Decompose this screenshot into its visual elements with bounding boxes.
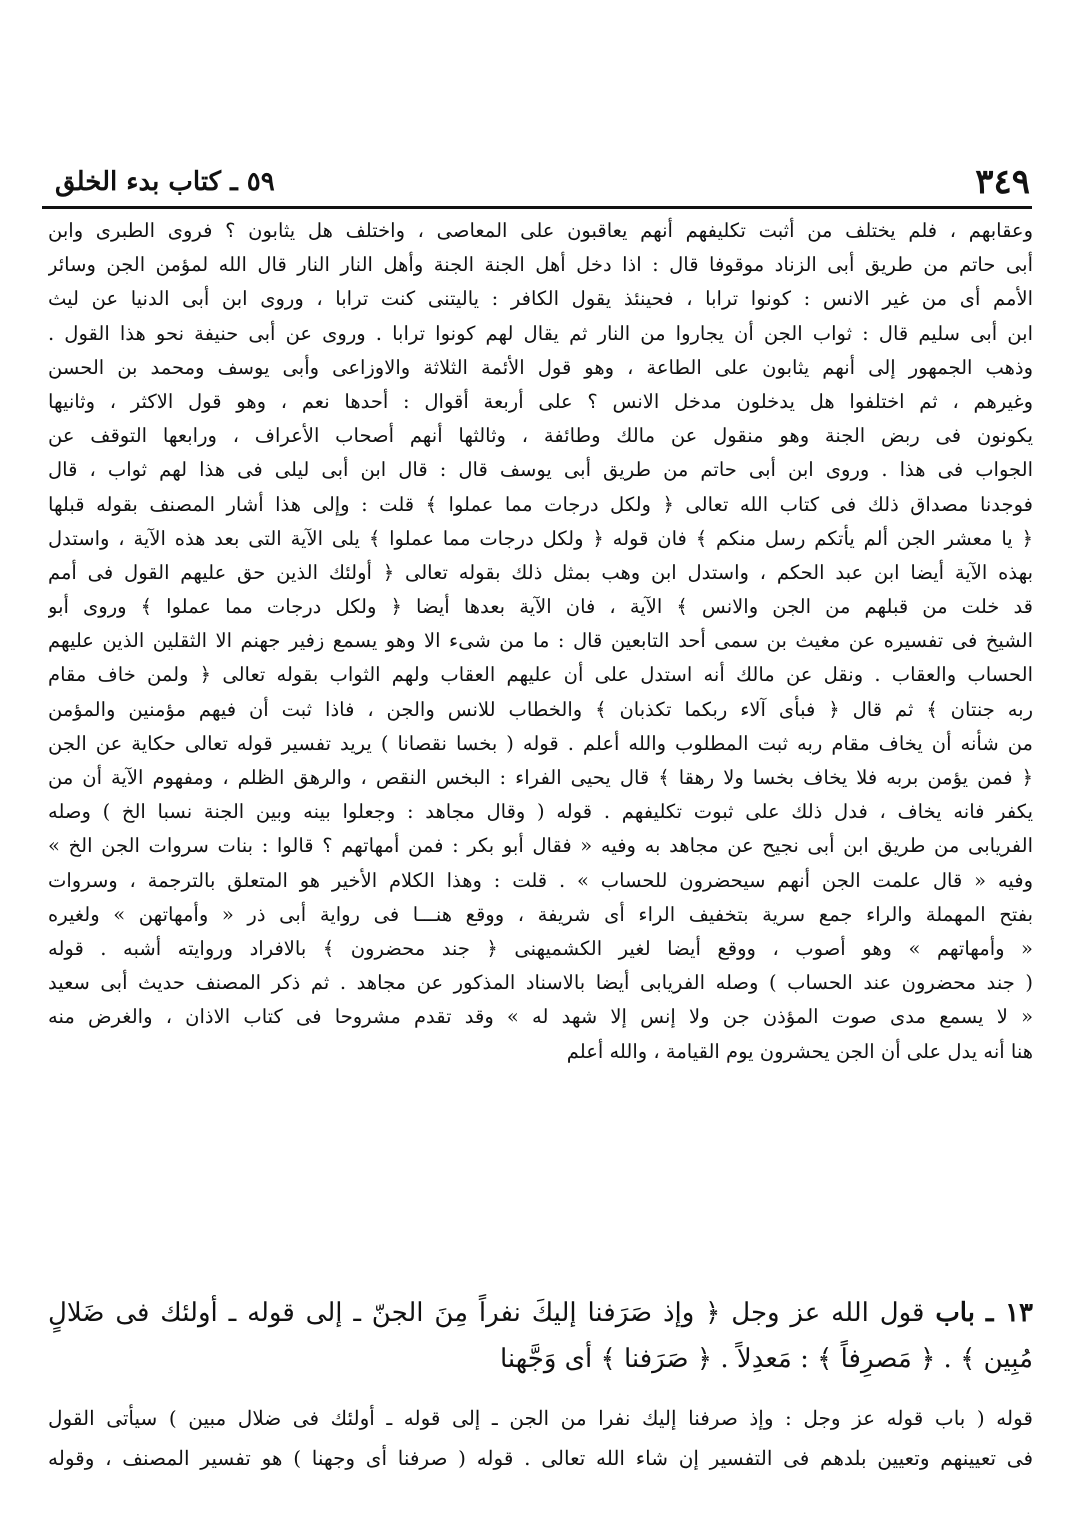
text-line: وغيرهم ، ثم اختلفوا هل يدخلون مدخل الانس ؟ على أربعة أقوال : أحدها نعم ، وهو قول الاكثر ، وثانيها — [48, 389, 1033, 413]
commentary-line: قوله ( باب قوله عز وجل : وإذ صرفنا إليك نفرا من الجن ـ إلى قوله ـ أولئك فى ضلال مبين ) سيأتى القول — [48, 1406, 1033, 1430]
text-line: « وأمهاتهم » وهو أصوب ، ووقع أيضا لغير الكشميهنى ﴿ جند محضرون ﴾ بالافراد وروايته أشبه . قوله — [48, 936, 1033, 960]
text-line: بفتح المهملة والراء جمع سرية بتخفيف الراء أى شريفة ، ووقع هنـــا فى رواية أبى ذر « وأمهاتهن » ولغيره — [48, 902, 1033, 926]
chapter-heading-line — [48, 1290, 1033, 1336]
text-line: « لا يسمع مدى صوت المؤذن جن ولا إنس إلا شهد له » وقد تقدم مشروحا فى كتاب الاذان ، والغرض منه — [48, 1005, 1033, 1029]
text-line: ﴿ يا معشر الجن ألم يأتكم رسل منكم ﴾ فان قوله ﴿ ولكل درجات مما عملوا ﴾ يلى الآية التى بعد هذه الآية ، واستدل — [48, 526, 1033, 550]
chapter-number: ١٣ ـ — [985, 1298, 1033, 1328]
text-line: وعقابهم ، فلم يختلف من أثبت تكليفهم أنهم يعاقبون على المعاصى ، واختلف هل يثابون ؟ فروى الطبرى وابن — [48, 219, 1033, 242]
main-text-block — [48, 214, 1033, 1069]
chapter-heading — [48, 1290, 1033, 1382]
page-number: ٣٤٩ — [975, 162, 1030, 202]
text-line: الشيخ فى تفسيره عن مغيث بن سمى أحد التابعين قال : ما من شىء الا وهو يسمع زفير جهنم الا الثقلين الذين عليهم — [48, 629, 1033, 653]
text-line: فوجدنا مصداق ذلك فى كتاب الله تعالى ﴿ ولكل درجات مما عملوا ﴾ قلت : وإلى هذا أشار المصنف بقوله قبلها — [48, 492, 1033, 516]
text-line: هنا أنه يدل على أن الجن يحشرون يوم القيامة ، والله أعلم — [566, 1039, 1033, 1063]
running-chapter-title: ٥٩ ـ كتاب بدء الخلق — [55, 167, 275, 197]
chapter-label: باب — [935, 1298, 975, 1328]
chapter-heading-text: قول الله عز وجل ﴿ وإذ صَرَفنا إليكَ نفراً مِنَ الجنّ ـ إلى قوله ـ أولئك فى ضَلالٍ — [48, 1298, 925, 1328]
text-line: وذهب الجمهور إلى أنهم يثابون على الطاعة ، وهو قول الأئمة الثلاثة والاوزاعى وأبى يوسف ومحمد بن الحسن — [48, 355, 1033, 379]
text-line: بهذه الآية أيضا ابن عبد الحكم ، واستدل ابن وهب بمثل ذلك بقوله تعالى ﴿ أولئك الذين حق عليهم القول فى أمم — [48, 560, 1033, 584]
text-line: ( جند محضرون عند الحساب ) وصله الفريابى أيضا بالاسناد المذكور عن مجاهد . ثم ذكر المصنف حديث أبى سعيد — [48, 971, 1033, 995]
commentary-line: فى تعيينهم وتعيين بلدهم فى التفسير إن شاء الله تعالى . قوله ( صرفنا أى وجهنا ) هو تفسير المصنف ، وقوله — [48, 1446, 1033, 1470]
chapter-heading-line: مُبِين ﴾ . ﴿ مَصرِفاً ﴾ : مَعدِلاً . ﴿ صَرَفنا ﴾ أى وَجَّهنا — [500, 1344, 1033, 1374]
text-line: الفريابى من طريق ابن أبى نجيح عن مجاهد به وفيه « فقال أبو بكر : فمن أمهاتهم ؟ قالوا : بنات سروات الجن الخ » — [48, 834, 1033, 858]
text-line: يكونون فى ربض الجنة وهو منقول عن مالك وطائفة ، وثالثها أنهم أصحاب الأعراف ، ورابعها التوقف عن — [48, 424, 1033, 448]
header-divider — [42, 206, 1032, 209]
commentary-block — [48, 1398, 1033, 1478]
text-line: أبى حاتم من طريق أبى الزناد موقوفا قال : اذا دخل أهل الجنة الجنة وأهل النار النار قال الله لمؤمن الجن وسائر — [48, 253, 1033, 277]
text-line: الأمم أى من غير الانس : كونوا ترابا ، فحينئذ يقول الكافر : ياليتنى كنت ترابا ، وروى ابن أبى الدنيا عن ليث — [48, 287, 1033, 311]
text-line: ربه جنتان ﴾ ثم قال ﴿ فبأى آلاء ربكما تكذبان ﴾ والخطاب للانس والجن ، فاذا ثبت أن فيهم مؤمنين والمؤمن — [48, 697, 1033, 721]
text-line: الحساب والعقاب . ونقل عن مالك أنه استدل على أن عليهم العقاب ولهم الثواب بقوله تعالى ﴿ ولمن خاف مقام — [48, 663, 1033, 687]
text-line: ﴿ فمن يؤمن بربه فلا يخاف بخسا ولا رهقا ﴾ قال يحيى الفراء : البخس النقص ، والرهق الظلم ، ومفهوم الآية أن من — [48, 766, 1033, 789]
text-line: قد خلت من قبلهم من الجن والانس ﴾ الآية ، فان الآية بعدها أيضا ﴿ ولكل درجات مما عملوا ﴾ وروى أبو — [48, 595, 1033, 619]
text-line: الجواب فى هذا . وروى ابن أبى حاتم من طريق أبى يوسف قال : قال ابن أبى ليلى فى هذا لهم ثواب ، قال — [48, 458, 1033, 482]
text-line: وفيه « قال علمت الجن أنهم سيحضرون للحساب » . قلت : وهذا الكلام الأخير هو المتعلق بالترجمة ، وسروات — [48, 868, 1033, 892]
page-header — [55, 160, 1030, 204]
text-line: ابن أبى سليم قال : ثواب الجن أن يجاروا من النار ثم يقال لهم كونوا ترابا . وروى عن أبى حنيفة نحو هذا القول . — [48, 321, 1033, 345]
text-line: من شأنه أن يخاف مقام ربه ثبت المطلوب والله أعلم . قوله ( بخسا نقصانا ) يريد تفسير قوله تعالى حكاية عن الجن — [48, 731, 1033, 755]
text-line: يكفر فانه يخاف ، فدل ذلك على ثبوت تكليفهم . قوله ( وقال مجاهد : وجعلوا بينه وبين الجنة نسبا الخ ) وصله — [48, 800, 1033, 824]
